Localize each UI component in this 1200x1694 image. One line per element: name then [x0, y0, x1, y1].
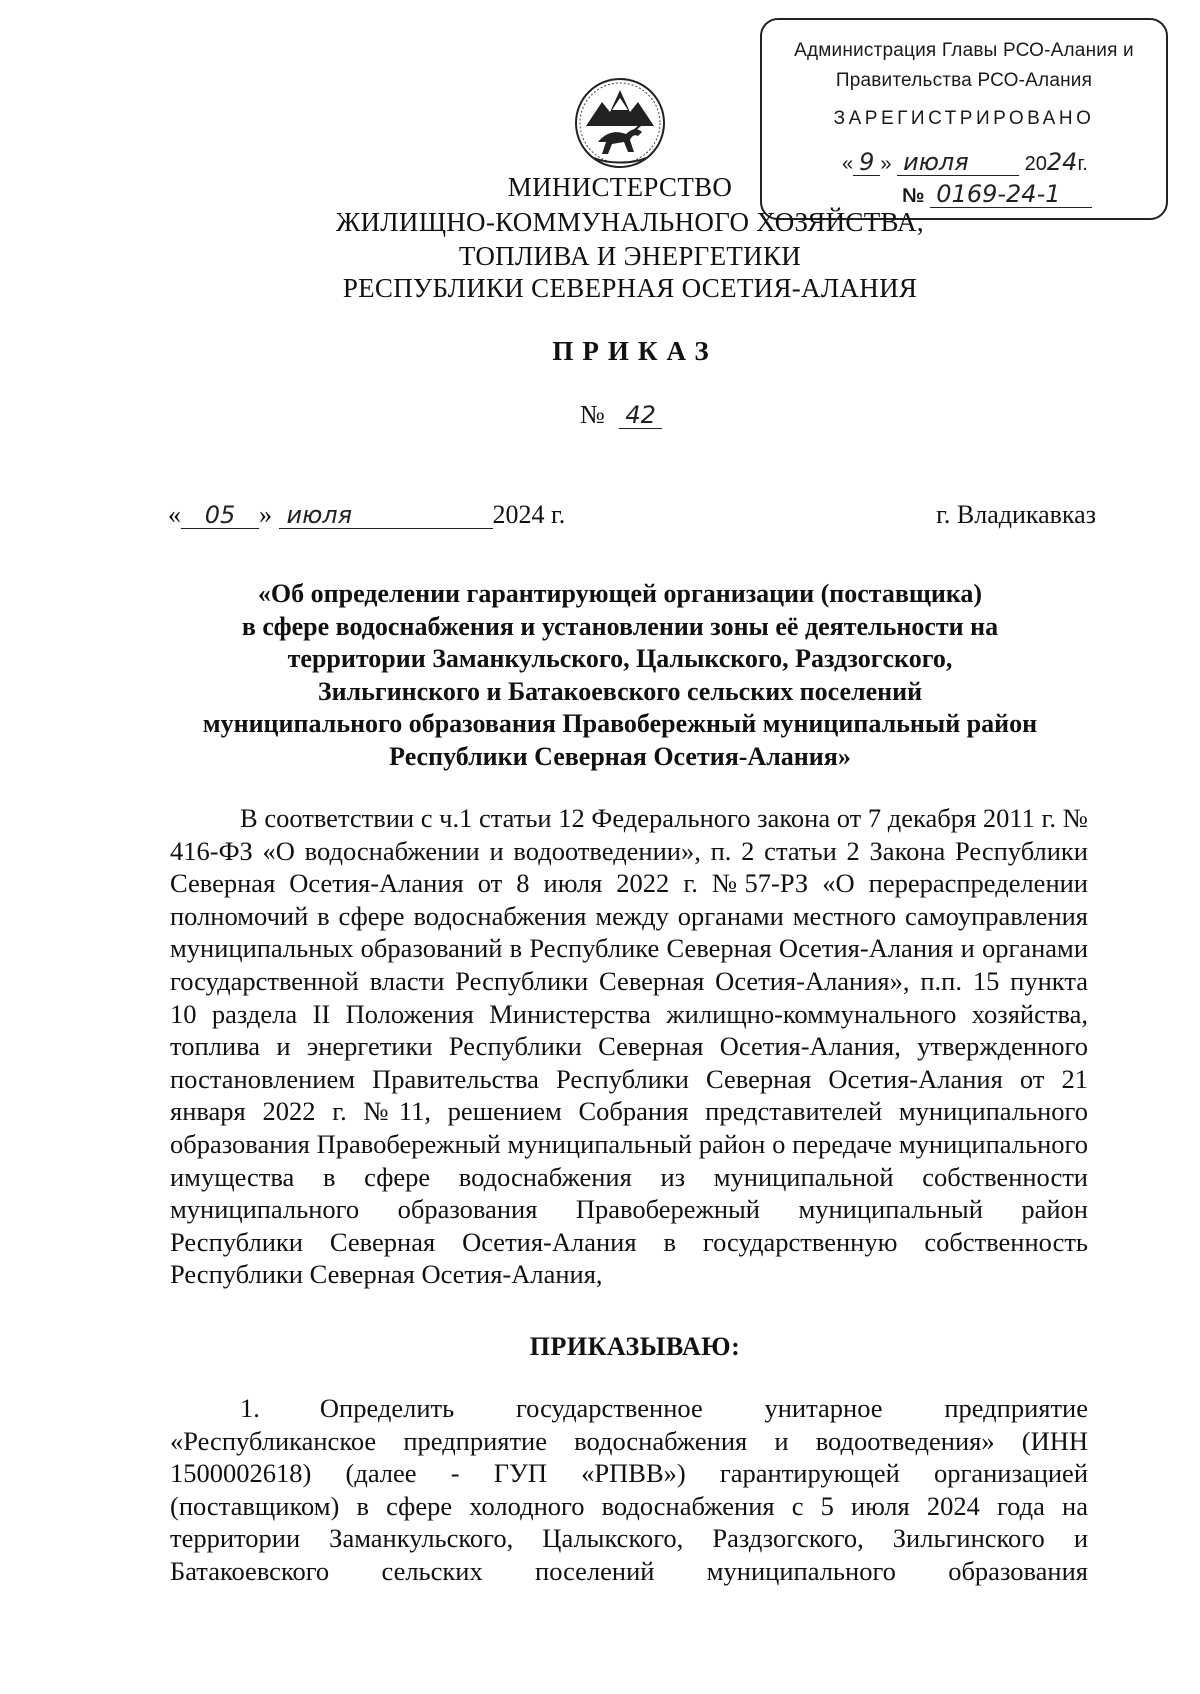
stamp-number-value: 0169-24-1 — [930, 182, 1092, 208]
order-date-year: 2024 г. — [492, 500, 566, 529]
title-line: Зильгинского и Батакоевского сельских поселений — [317, 676, 923, 706]
order-number-label: № — [580, 400, 605, 429]
ministry-line1: МИНИСТЕРСТВО — [507, 172, 733, 202]
order-date-month: июля — [279, 503, 493, 529]
preamble-paragraph: В соответствии с ч.1 статьи 12 Федерального закона от 7 декабря 2011 г. № 416-ФЗ «О водоснабжении и водоотведении», п. 2 статьи 2 Закона Республики Северная Осетия-Алания от 8 июля 2022 г. №57-РЗ «О перераспределении полномочий в сфере водоснабжения между органами местного самоуправления муниципальных образований в Республике Северная Осетия-Алания и органами государственной власти Республики Северная Осетия-Алания», п.п. 15 пункта 10 раздела II Положения Министерства жилищно-коммунального хозяйства, топлива и энергетики Республики Северная Осетия-Алания, утвержденного постановлением Правительства Республики Северная Осетия-Алания от 21 января 2022 г. №11, решением Собрания представителей муниципального образования Правобережный муниципальный район о передаче муниципального имущества в сфере водоснабжения из муниципальной собственности муниципального образования Правобережный муниципальный район Республики Северная Осетия-Алания в государственную собственность Республики Северная Осетия-Алания, — [170, 803, 1088, 1290]
title-line: «Об определении гарантирующей организации (поставщика) — [257, 579, 983, 608]
stamp-date-year-unit: г. — [1077, 153, 1088, 175]
ministry-line4: РЕСПУБЛИКИ СЕВЕРНАЯ ОСЕТИЯ-АЛАНИЯ — [342, 273, 918, 303]
title-line: муниципального образования Правобережный муниципальный район — [202, 709, 1038, 738]
stamp-org-line2: Правительства РСО-Алания — [835, 70, 1093, 91]
order-date-open-quote: « — [168, 500, 181, 529]
stamp-date-month: июля — [897, 150, 1019, 176]
point-1-number: 1. — [240, 1393, 260, 1423]
point-1-text: Определить государственное унитарное предприятие «Республиканское предприятие водоснабжения и водоотведения» (ИНН 1500002618) (далее - ГУП «РПВВ») гарантирующей организацией (поставщиком) в сфере холодного водоснабжения с 5 июля 2024 года на территории Заманкульского, Цалыкского, Раздзогского, Зильгинского и Батакоевского сельских поселений муниципального образования — [170, 1393, 1088, 1586]
coat-of-arms-icon — [572, 68, 668, 178]
order-city: г. Владикавказ — [936, 500, 1096, 529]
stamp-number-label: № — [902, 185, 925, 207]
directive-heading: ПРИКАЗЫВАЮ: — [529, 1332, 741, 1361]
stamp-registered: ЗАРЕГИСТРИРОВАНО — [833, 108, 1095, 129]
stamp-org-line1: Администрация Главы РСО-Алания и — [794, 40, 1134, 61]
title-line: Республики Северная Осетия-Алания» — [389, 741, 851, 771]
title-line: территории Заманкульского, Цалыкского, Раздзогского, — [287, 644, 953, 673]
order-heading: ПРИКАЗ — [552, 336, 718, 366]
stamp-date-day: 9 — [853, 150, 880, 176]
order-date-close-quote: » — [259, 500, 272, 529]
ministry-line3: ТОПЛИВА И ЭНЕРГЕТИКИ — [458, 241, 802, 271]
order-date — [168, 500, 565, 530]
order-number — [580, 400, 662, 430]
stamp-date-year-suffix: 24 — [1046, 148, 1078, 176]
stamp-date-close-quote: » — [880, 153, 892, 175]
order-date-day: 05 — [181, 503, 259, 529]
order-title — [150, 578, 1090, 773]
order-number-value: 42 — [619, 403, 662, 429]
ministry-line2: ЖИЛИЩНО-КОММУНАЛЬНОГО ХОЗЯЙСТВА, — [336, 207, 924, 237]
stamp-date-year-prefix: 20 — [1024, 153, 1047, 175]
title-line: в сфере водоснабжения и установлении зоны её деятельности на — [241, 611, 999, 641]
stamp-date-open-quote: « — [842, 153, 854, 175]
point-1-paragraph — [170, 1392, 1088, 1588]
